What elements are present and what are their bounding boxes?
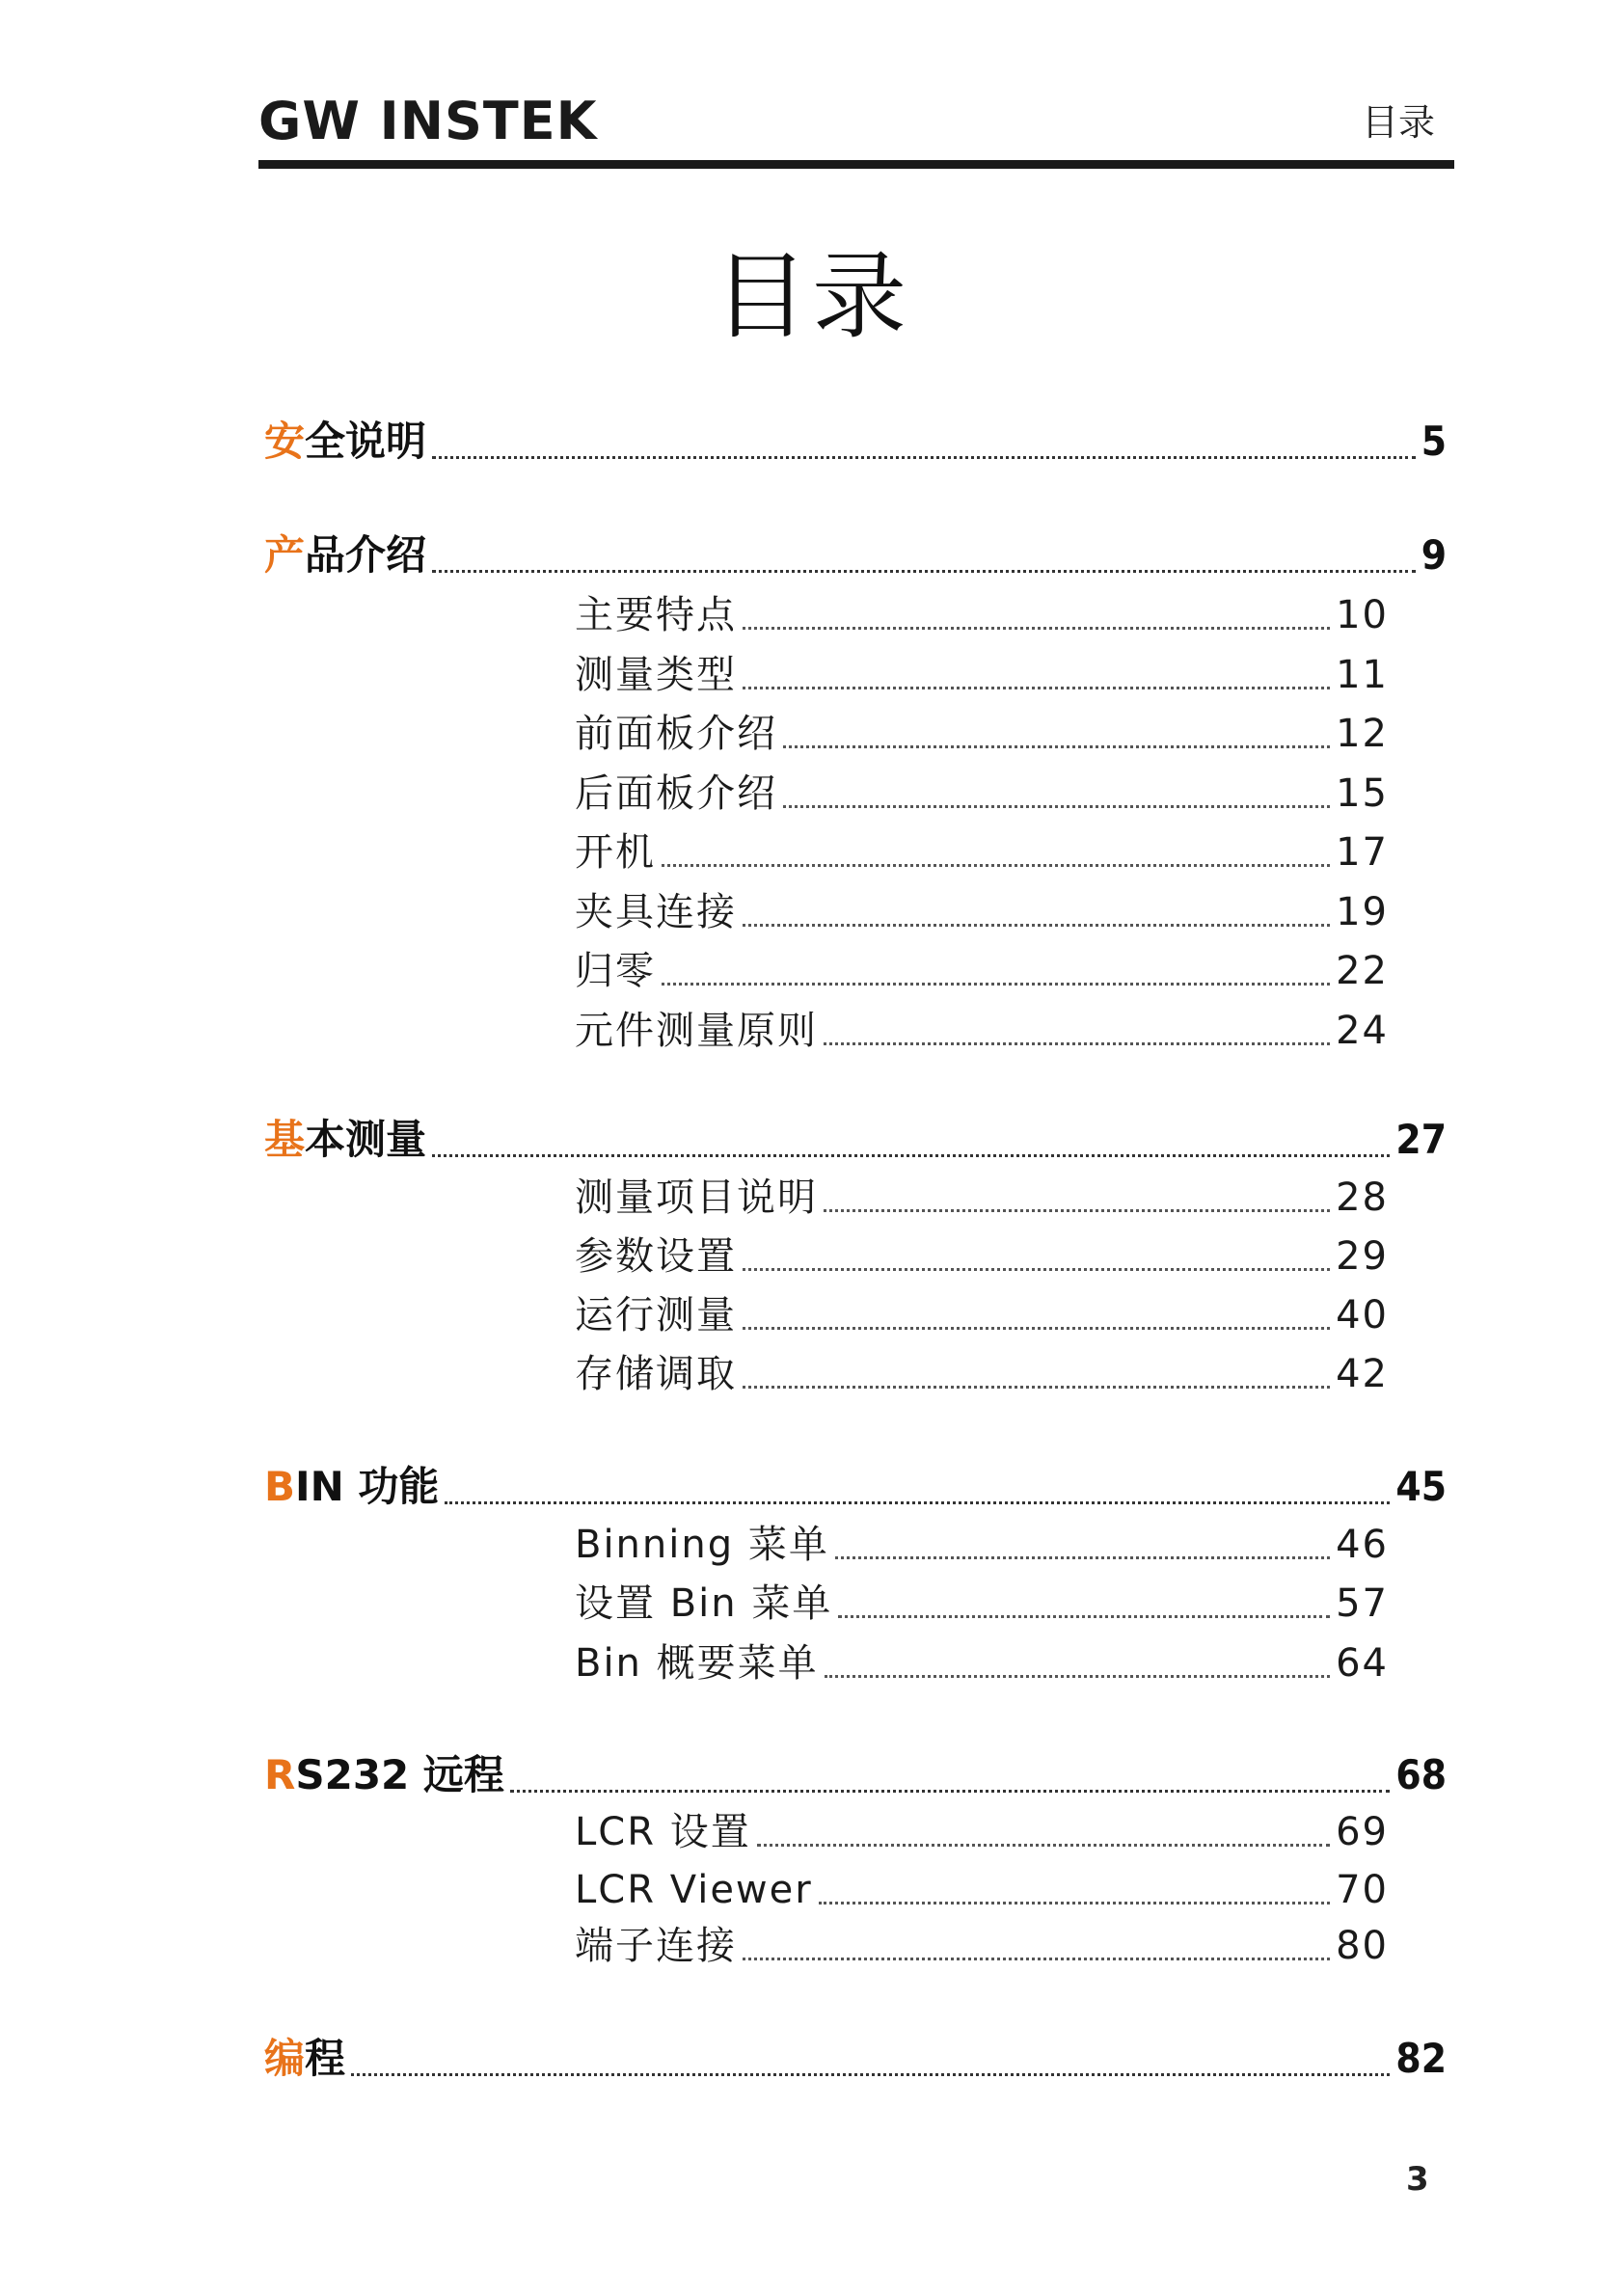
- chapter-title: 程: [305, 2035, 346, 2082]
- toc-chapter[interactable]: [264, 528, 1447, 582]
- section-title: 前面板介绍: [575, 712, 777, 756]
- chapter-page-number: 82: [1395, 2035, 1447, 2082]
- dot-leader: [743, 1268, 1330, 1271]
- toc-chapter[interactable]: [264, 1113, 1447, 1167]
- dot-leader: [783, 745, 1330, 748]
- dot-leader: [743, 627, 1330, 630]
- section-title: 元件测量原则: [575, 1009, 818, 1053]
- toc-section[interactable]: [575, 1637, 1389, 1689]
- chapter-initial: 基: [264, 1116, 306, 1163]
- header-title: 目录: [1361, 101, 1435, 144]
- page-title: 目录: [713, 242, 910, 352]
- toc-section[interactable]: [575, 945, 1389, 997]
- dot-leader: [743, 1958, 1330, 1960]
- section-page-number: 70: [1336, 1868, 1389, 1912]
- dot-leader: [743, 1327, 1330, 1330]
- dot-leader: [825, 1675, 1330, 1678]
- toc-section[interactable]: [575, 1519, 1389, 1571]
- toc-section[interactable]: [575, 1348, 1389, 1400]
- section-page-number: 15: [1336, 771, 1389, 816]
- section-title: 测量项目说明: [575, 1175, 818, 1220]
- chapter-page-number: 5: [1421, 418, 1447, 465]
- section-title: Binning 菜单: [575, 1523, 829, 1567]
- header-divider: [258, 160, 1454, 169]
- toc-section[interactable]: [575, 768, 1389, 820]
- section-page-number: 28: [1336, 1175, 1389, 1220]
- chapter-page-number: 27: [1395, 1116, 1447, 1163]
- dot-leader: [819, 1902, 1330, 1904]
- section-page-number: 10: [1336, 593, 1389, 637]
- section-page-number: 17: [1336, 830, 1389, 875]
- chapter-page-number: 68: [1395, 1751, 1447, 1798]
- section-page-number: 22: [1336, 949, 1389, 993]
- chapter-title: 本测量: [305, 1116, 427, 1163]
- section-page-number: 29: [1336, 1234, 1389, 1279]
- dot-leader: [432, 1154, 1390, 1157]
- toc-chapter[interactable]: [264, 415, 1447, 469]
- dot-leader: [445, 1501, 1390, 1504]
- chapter-initial: 产: [264, 531, 306, 579]
- toc-section[interactable]: [575, 1920, 1389, 1972]
- toc-section[interactable]: [575, 1230, 1389, 1283]
- section-title: 后面板介绍: [575, 771, 777, 816]
- dot-leader: [432, 570, 1416, 573]
- chapter-initial: 编: [264, 2035, 306, 2082]
- chapter-initial: 安: [264, 418, 306, 465]
- dot-leader: [783, 805, 1330, 808]
- dot-leader: [510, 1790, 1391, 1793]
- chapter-initial: B: [264, 1463, 296, 1510]
- toc-chapter[interactable]: [264, 1460, 1447, 1514]
- section-page-number: 24: [1336, 1009, 1389, 1053]
- section-title: 存储调取: [575, 1352, 737, 1396]
- section-title: 端子连接: [575, 1924, 737, 1968]
- section-page-number: 11: [1336, 653, 1389, 697]
- toc-section[interactable]: [575, 886, 1389, 938]
- dot-leader: [351, 2073, 1390, 2076]
- section-title: 主要特点: [575, 593, 737, 637]
- toc-section[interactable]: [575, 1289, 1389, 1341]
- section-page-number: 46: [1336, 1523, 1389, 1567]
- dot-leader: [743, 1386, 1330, 1389]
- section-page-number: 19: [1336, 890, 1389, 934]
- toc-section[interactable]: [575, 708, 1389, 760]
- section-title: 归零: [575, 949, 656, 993]
- dot-leader: [743, 687, 1330, 689]
- dot-leader: [824, 1209, 1330, 1212]
- toc-section[interactable]: [575, 649, 1389, 701]
- chapter-page-number: 45: [1395, 1463, 1447, 1510]
- section-page-number: 80: [1336, 1924, 1389, 1968]
- section-page-number: 40: [1336, 1293, 1389, 1337]
- section-title: 夹具连接: [575, 890, 737, 934]
- brand-logo: GW INSTEK: [258, 91, 598, 151]
- section-title: 设置 Bin 菜单: [575, 1581, 833, 1626]
- toc-section[interactable]: [575, 1172, 1389, 1224]
- section-page-number: 42: [1336, 1352, 1389, 1396]
- dot-leader: [743, 924, 1330, 927]
- chapter-title: 品介绍: [305, 531, 427, 579]
- section-title: LCR 设置: [575, 1810, 751, 1854]
- chapter-page-number: 9: [1421, 531, 1447, 579]
- section-page-number: 57: [1336, 1581, 1389, 1626]
- toc-section[interactable]: [575, 1578, 1389, 1630]
- section-page-number: 64: [1336, 1641, 1389, 1686]
- chapter-title: 全说明: [305, 418, 427, 465]
- toc-section[interactable]: [575, 589, 1389, 641]
- toc-section[interactable]: [575, 1005, 1389, 1057]
- dot-leader: [662, 983, 1330, 986]
- chapter-title: S232 远程: [295, 1751, 504, 1798]
- toc-chapter[interactable]: [264, 2032, 1447, 2086]
- section-title: LCR Viewer: [575, 1868, 813, 1912]
- section-page-number: 69: [1336, 1810, 1389, 1854]
- section-title: Bin 概要菜单: [575, 1641, 819, 1686]
- footer-page-number: 3: [1406, 2160, 1429, 2199]
- toc-section[interactable]: [575, 1806, 1389, 1858]
- toc-section[interactable]: [575, 1864, 1389, 1916]
- dot-leader: [838, 1615, 1330, 1618]
- toc-chapter[interactable]: [264, 1748, 1447, 1802]
- section-title: 开机: [575, 830, 656, 875]
- dot-leader: [432, 456, 1416, 459]
- section-page-number: 12: [1336, 712, 1389, 756]
- toc-section[interactable]: [575, 826, 1389, 878]
- dot-leader: [662, 864, 1330, 867]
- dot-leader: [757, 1844, 1330, 1847]
- section-title: 测量类型: [575, 653, 737, 697]
- chapter-initial: R: [264, 1751, 296, 1798]
- section-title: 参数设置: [575, 1234, 737, 1279]
- chapter-title: IN 功能: [295, 1463, 440, 1510]
- dot-leader: [824, 1042, 1330, 1045]
- section-title: 运行测量: [575, 1293, 737, 1337]
- dot-leader: [835, 1556, 1330, 1559]
